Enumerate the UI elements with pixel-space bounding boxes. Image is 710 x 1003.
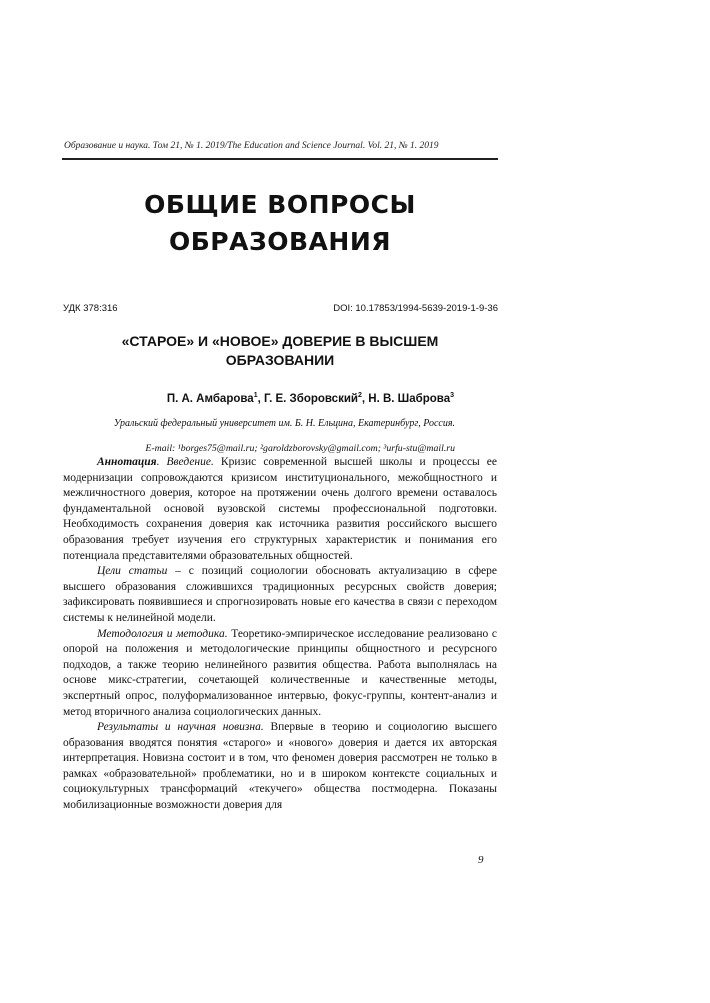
intro-text: Кризис современной высшей школы и процессы ее модернизации сопровождаются кризисом институционального, межобщностного и межличностного доверия, которое на протяжении очень долгого времени оставалось фундаментальной основой вузовской системы профессиональной подготовки. Необходимость сохранения доверия как источника развития российского высшего образования требует изучения его структурных характеристик и понимания его потенциала представителями образовательных общностей. <box>63 456 498 562</box>
abstract-paragraph-methods <box>63 627 497 721</box>
author-emails: E-mail: ¹borges75@mail.ru; ²garoldzborovsky@gmail.com; ³urfu-stu@mail.ru <box>145 443 455 454</box>
header-rule <box>62 158 498 160</box>
goals-label: Цели статьи <box>97 565 168 578</box>
section-title-line-2: ОБРАЗОВАНИЯ <box>169 227 391 256</box>
article-title-line-2: ОБРАЗОВАНИИ <box>225 352 335 368</box>
author-1-sup: 1 <box>253 392 258 399</box>
intro-label: Введение. <box>166 456 214 468</box>
abstract-label: Аннотация <box>97 456 157 468</box>
author-3: Н. В. Шаброва <box>368 392 451 405</box>
abstract-paragraph-results <box>63 720 497 814</box>
author-separator: , <box>257 392 264 405</box>
authors <box>167 392 454 405</box>
author-separator: , <box>361 392 369 405</box>
article-title <box>62 332 498 370</box>
author-3-sup: 3 <box>450 392 454 399</box>
author-1: П. А. Амбарова <box>166 392 254 405</box>
abstract-paragraph-goals <box>63 564 497 626</box>
goals-text: – с позиций социологии обосновать актуализацию в сфере высшего образования сложившихся традиционных ресурсных свойств доверия; зафиксировать появившиеся и спрогнозировать новые его качества в связи с переходом системы к нелинейной модели. <box>63 565 498 624</box>
section-title-line-1: ОБЩИЕ ВОПРОСЫ <box>144 190 416 219</box>
udk-code: УДК 378:316 <box>63 303 118 314</box>
section-title <box>62 186 498 260</box>
doi: DOI: 10.17853/1994-5639-2019-1-9-36 <box>333 303 498 314</box>
article-title-line-1: «СТАРОЕ» И «НОВОЕ» ДОВЕРИЕ В ВЫСШЕМ <box>121 333 439 349</box>
journal-header: Образование и наука. Том 21, № 1. 2019/The Education and Science Journal. Vol. 21, № 1. 2019 <box>64 141 439 151</box>
abstract-label-dot: . <box>156 456 167 468</box>
abstract-paragraph-intro <box>63 455 497 564</box>
results-text: Впервые в теорию и социологию высшего образования вводятся понятия «старого» и «нового» доверия и дается их авторская интерпретация. Новизна состоит и в том, что феномен доверия рассмотрен не только в рамках «образовательной» проблематики, но и в широком контексте социальных и социокультурных трансформаций «текучего» общества постмодерна. Показаны мобилизационные возможности доверия для <box>63 721 497 812</box>
abstract <box>63 455 497 814</box>
methods-label: Методология и методика. <box>97 627 228 640</box>
affiliation: Уральский федеральный университет им. Б. Н. Ельцина, Екатеринбург, Россия. <box>113 418 455 429</box>
methods-text: Теоретико-эмпирическое исследование реализовано с опорой на положения и методологические принципы общностного и ресурсного подходов, а также теорию нелинейного развития общества. Работа выполнялась на основе микс-стратегии, сочетающей количественные и качественные методы, экспертный опрос, полуформализованное интервью, фокус-группы, контент-анализ и метод вторичного анализа социологических данных. <box>63 627 497 718</box>
author-2: Г. Е. Зборовский <box>263 392 358 405</box>
results-label: Результаты и научная новизна. <box>97 721 264 734</box>
author-2-sup: 2 <box>357 392 362 399</box>
page-number: 9 <box>478 854 484 866</box>
